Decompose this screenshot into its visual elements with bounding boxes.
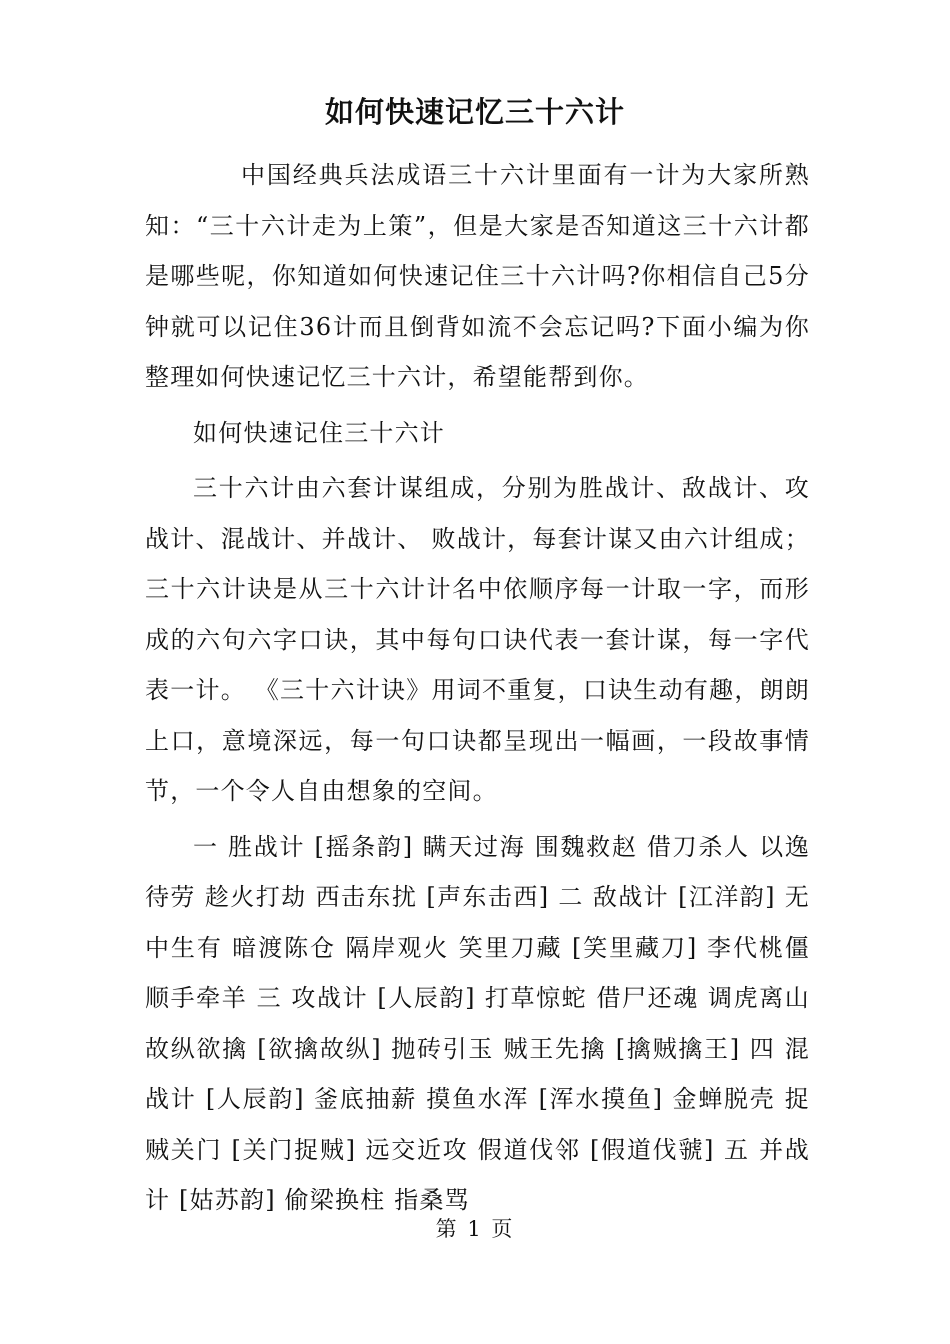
document-body: [145, 150, 810, 1231]
section-heading: 如何快速记住三十六计: [193, 418, 445, 447]
intro-paragraph: 中国经典兵法成语三十六计里面有一计为大家所熟知：“三十六计走为上策”，但是大家是否知道这三十六计都是哪些呢，你知道如何快速记住三十六计吗?你相信自己5分钟就可以记住36计而且倒背如流不会忘记吗?下面小编为你整理如何快速记忆三十六计，希望能帮到你。: [145, 161, 810, 391]
page-number: 第 1 页: [435, 1217, 515, 1241]
strategy-list-paragraph: 一 胜战计 [摇条韵] 瞒天过海 围魏救赵 借刀杀人 以逸待劳 趁火打劫 西击东扰 [声东击西] 二 敌战计 [江洋韵] 无中生有 暗渡陈仓 隔岸观火 笑里刀藏 [笑里藏刀] 李代桃僵 顺手牵羊 三 攻战计 [人辰韵] 打草惊蛇 借尸还魂 调虎离山 故纵欲擒 [欲擒故纵] 抛砖引玉 贼王先擒 [擒贼擒王] 四 混战计 [人辰韵] 釜底抽薪 摸鱼水浑 [浑水摸鱼] 金蝉脱壳 捉贼关门 [关门捉贼] 远交近攻 假道伐邻 [假道伐虢] 五 并战计 [姑苏韵] 偷梁换柱 指桑骂: [145, 832, 810, 1214]
explanation-paragraph: 三十六计由六套计谋组成，分别为胜战计、敌战计、攻战计、混战计、并战计、 败战计，每套计谋又由六计组成；三十六计诀是从三十六计计名中依顺序每一计取一字，而形成的六句六字口诀，其中每句口诀代表一套计谋，每一字代表一计。 《三十六计诀》用词不重复，口诀生动有趣，朗朗上口，意境深远，每一句口诀都呈现出一幅画，一段故事情节，一个令人自由想象的空间。: [145, 474, 810, 805]
document-title: 如何快速记忆三十六计: [324, 95, 625, 129]
